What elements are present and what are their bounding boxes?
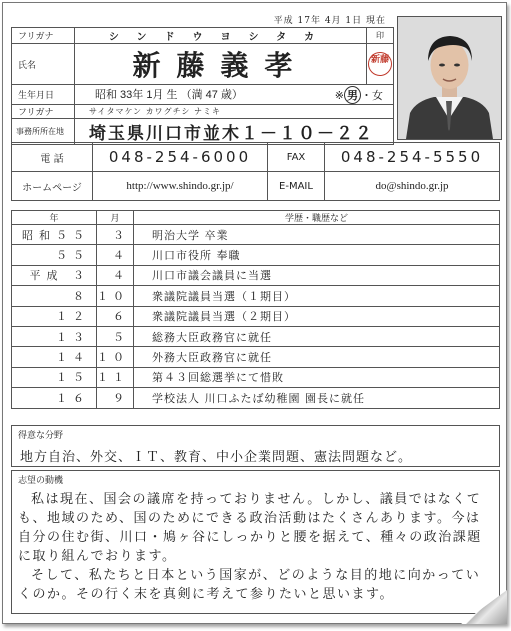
history-year: １２ [12,306,97,326]
skills-text: 地方自治、外交、ＩＴ、教育、中小企業問題、憲法問題など。 [20,450,413,465]
motive-paragraph-2: そして、私たちと日本という国家が、どのような目的地に向かっていくのか。その行く末を真剣に考えて参りたいと思います。 [18,568,481,602]
history-month: ４ [97,265,134,285]
history-row [12,286,500,306]
resume-page [2,2,507,624]
portrait-illustration [398,17,501,139]
portrait-photo [397,16,502,140]
history-year: 平成 ３ [12,265,97,285]
history-text: 外務大臣政務官に就任 [134,347,500,367]
history-text: 第４３回総選挙にて惜敗 [134,367,500,387]
history-month: １０ [97,347,134,367]
history-month: ６ [97,306,134,326]
history-header-text: 学歴・職歴など [134,211,500,225]
history-text: 川口市議会議員に当選 [134,265,500,285]
history-year: １４ [12,347,97,367]
history-month: ９ [97,388,134,408]
skills-title: 得意な分野 [18,431,64,441]
gender-prefix: ※ [334,89,344,102]
date-line: 平成 17年 4月 1日 現在 [273,16,386,26]
history-text: 衆議院議員当選（１期目） [134,286,500,306]
history-year: ５５ [12,245,97,265]
address-furigana: サイタマケン カワグチシ ナミキ [75,105,394,119]
contact-table [11,142,500,201]
profile-table [11,27,394,145]
seal-label: 印 [367,28,394,44]
address-furigana-label: フリガナ [12,105,75,119]
history-year: １６ [12,388,97,408]
gender-male: 男 [344,86,361,104]
history-row [12,245,500,265]
history-row [12,265,500,285]
birth-cell [75,85,394,105]
history-month: １１ [97,367,134,387]
gender-sep: ・ [361,89,372,102]
tel-value: 048-254-6000 [93,143,268,172]
history-text: 明治大学 卒業 [134,225,500,245]
history-year: ８ [12,286,97,306]
history-row [12,306,500,326]
history-header-month: 月 [97,211,134,225]
birth-label: 生年月日 [12,85,75,105]
name-label: 氏名 [12,44,75,85]
fax-label: FAX [268,143,325,172]
history-row [12,367,500,387]
history-text: 川口市役所 奉職 [134,245,500,265]
history-row [12,347,500,367]
address: 埼玉県川口市並木１－１０－２２ [75,119,394,145]
history-text: 衆議院議員当選（２期目） [134,306,500,326]
gender-female: 女 [372,89,383,102]
motive-title: 志望の動機 [18,476,64,486]
motive-paragraph-1: 私は現在、国会の議席を持っておりません。しかし、議員ではなくても、地域のため、国のためにできる政治活動はたくさんあります。今は自分の住む街、川口・鳩ヶ谷にしっかりと腰を据えて、種々の政治課題に取り組んでおります。 [18,492,482,564]
motive-text [12,488,499,604]
web-label: ホームページ [12,172,93,201]
seal-stamp: 新藤 [368,52,392,76]
history-month: ５ [97,326,134,346]
motive-box [11,470,500,614]
fax-value: 048-254-5550 [325,143,500,172]
name-furigana: シンドウヨシタカ [75,28,367,44]
history-text: 学校法人 川口ふたば幼稚園 園長に就任 [134,388,500,408]
address-label: 事務所所在地 [12,119,75,145]
birth-date: 昭和 33年 1月 生 （満 47 歳） [95,88,243,101]
history-row [12,326,500,346]
history-row [12,388,500,408]
email-label: E-MAIL [268,172,325,201]
history-year: 昭和５５ [12,225,97,245]
skills-box [11,425,500,467]
gender [335,86,383,104]
tel-label: 電 話 [12,143,93,172]
history-text: 総務大臣政務官に就任 [134,326,500,346]
history-header [12,211,500,225]
seal-cell [367,44,394,85]
furigana-label: フリガナ [12,28,75,44]
history-year: １５ [12,367,97,387]
history-header-year: 年 [12,211,97,225]
history-month: ４ [97,245,134,265]
history-table [11,210,500,409]
history-month: ３ [97,225,134,245]
name: 新藤義孝 [75,44,367,85]
history-year: １３ [12,326,97,346]
history-row [12,225,500,245]
email-link[interactable]: do@shindo.gr.jp [325,172,500,201]
history-month: １０ [97,286,134,306]
web-link[interactable]: http://www.shindo.gr.jp/ [93,172,268,201]
